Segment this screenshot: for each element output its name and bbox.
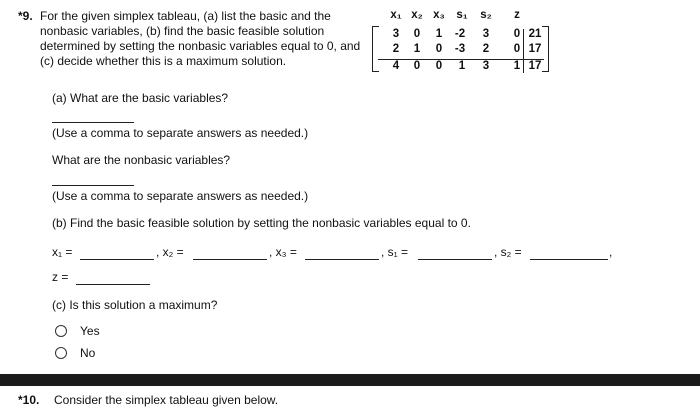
z-label: z = xyxy=(52,270,69,284)
basic-feasible-solution-prompt: (b) Find the basic feasible solution by setting the nonbasic variables equal to 0. xyxy=(52,216,471,230)
tableau-rhs: 17 xyxy=(528,60,542,72)
question-line: nonbasic variables, (b) find the basic feasible solution xyxy=(40,24,325,38)
x3-label: , x₃ = xyxy=(269,245,297,259)
x2-input[interactable] xyxy=(193,247,267,260)
tableau-cell: 1 xyxy=(413,43,421,55)
question-number: *10. xyxy=(18,393,40,407)
s1-input[interactable] xyxy=(418,247,492,260)
tableau-header: x₂ xyxy=(411,9,423,21)
s1-label: , s₁ = xyxy=(381,245,409,259)
tableau-cell: -2 xyxy=(454,28,466,40)
tableau-header: x₁ xyxy=(390,9,402,21)
tableau-header: s₂ xyxy=(480,9,492,21)
tableau-cell: 3 xyxy=(482,60,490,72)
tableau-cell: 0 xyxy=(513,43,521,55)
tableau-rhs: 21 xyxy=(528,28,542,40)
radio-button[interactable] xyxy=(55,347,67,359)
x1-input[interactable] xyxy=(80,247,154,260)
tableau-cell: 1 xyxy=(435,28,443,40)
question-text: Consider the simplex tableau given below. xyxy=(54,393,279,407)
left-bracket xyxy=(372,26,379,72)
tableau-cell: 0 xyxy=(413,60,421,72)
x2-label: , x₂ = xyxy=(156,245,184,259)
tableau-header: z xyxy=(514,9,520,21)
x3-input[interactable] xyxy=(305,247,379,260)
question-text xyxy=(40,9,360,69)
question-line: For the given simplex tableau, (a) list the basic and the xyxy=(40,9,331,23)
tableau-cell: 1 xyxy=(458,60,466,72)
basic-variables-prompt: (a) What are the basic variables? xyxy=(52,91,229,105)
z-input[interactable] xyxy=(76,272,150,285)
section-divider xyxy=(0,374,700,386)
nonbasic-variables-prompt: What are the nonbasic variables? xyxy=(52,153,231,167)
tableau-cell: 2 xyxy=(482,43,490,55)
maximum-prompt: (c) Is this solution a maximum? xyxy=(52,298,218,312)
radio-button[interactable] xyxy=(55,325,67,337)
basic-variables-input[interactable] xyxy=(52,110,134,123)
tableau-cell: 3 xyxy=(482,28,490,40)
tableau-cell: 2 xyxy=(392,43,400,55)
tableau-header: x₃ xyxy=(433,9,445,21)
question-line: determined by setting the nonbasic variables equal to 0, and xyxy=(40,39,361,53)
tableau-header: s₁ xyxy=(456,9,468,21)
tableau-cell: -3 xyxy=(454,43,466,55)
question-number: *9. xyxy=(18,9,33,23)
basic-variables-hint: (Use a comma to separate answers as needed.) xyxy=(52,126,309,140)
tableau-cell: 0 xyxy=(435,60,443,72)
x1-label: x₁ = xyxy=(52,245,73,259)
tableau-cell: 1 xyxy=(513,60,521,72)
tableau-cell: 0 xyxy=(513,28,521,40)
tableau-cell: 3 xyxy=(392,28,400,40)
s2-input[interactable] xyxy=(530,247,608,260)
trailing-comma: , xyxy=(609,245,613,259)
tableau-cell: 4 xyxy=(392,60,400,72)
nonbasic-variables-input[interactable] xyxy=(52,173,134,186)
nonbasic-variables-hint: (Use a comma to separate answers as needed.) xyxy=(52,189,309,203)
tableau-cell: 0 xyxy=(413,28,421,40)
option-label: Yes xyxy=(80,324,100,338)
s2-label: , s₂ = xyxy=(494,245,522,259)
option-label: No xyxy=(80,346,96,360)
tableau-rhs: 17 xyxy=(528,43,542,55)
question-line: (c) decide whether this is a maximum solution. xyxy=(40,54,287,68)
tableau-cell: 0 xyxy=(435,43,443,55)
